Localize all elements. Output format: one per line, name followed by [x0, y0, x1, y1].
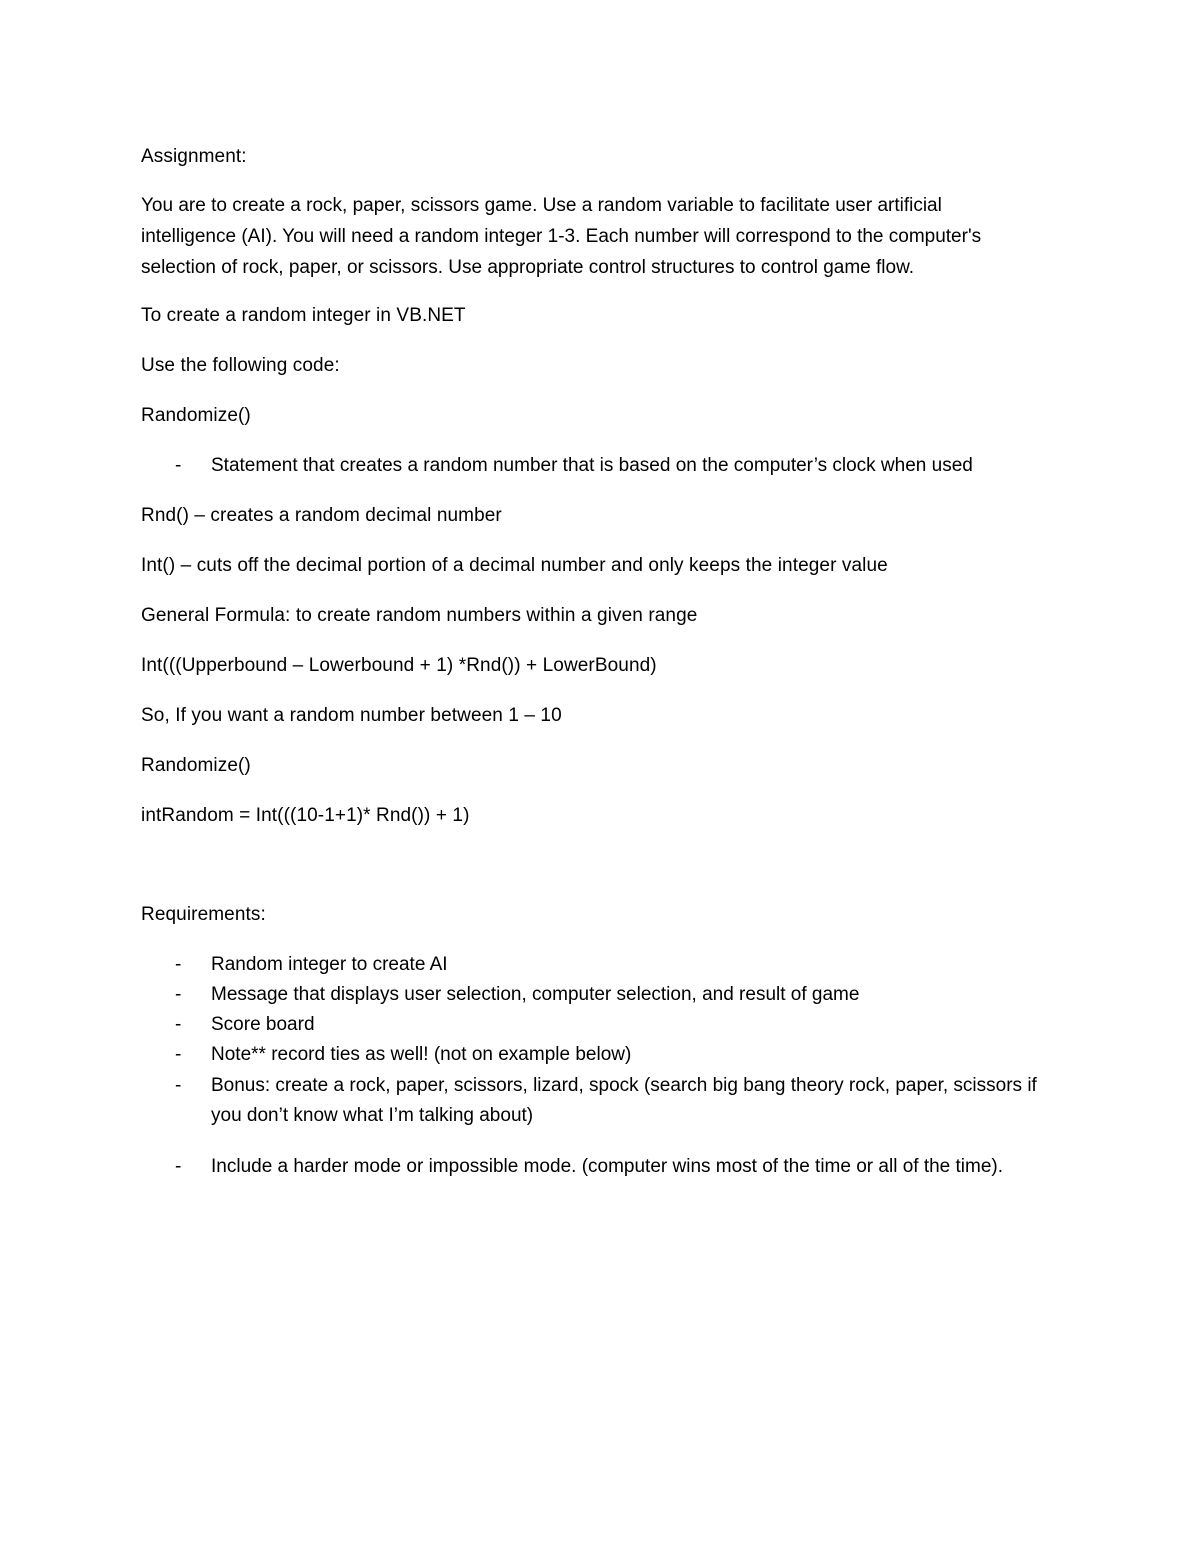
- bullet-dash: -: [175, 984, 182, 1005]
- intro-paragraph: [141, 190, 1021, 283]
- requirement-text-line: Bonus: create a rock, paper, scissors, lizard, spock (search big bang theory rock, paper, scissors if: [211, 1075, 1037, 1096]
- bullet-dash: -: [175, 1075, 182, 1096]
- assignment-heading: Assignment:: [141, 146, 247, 167]
- requirements-heading: Requirements:: [141, 904, 266, 925]
- intro-line: You are to create a rock, paper, scissors game. Use a random variable to facilitate user artificial: [141, 195, 942, 216]
- requirement-text: [211, 1071, 1037, 1131]
- example-intro-text: So, If you want a random number between 1 – 10: [141, 705, 562, 726]
- formula-code: Int(((Upperbound – Lowerbound + 1) *Rnd()) + LowerBound): [141, 655, 657, 676]
- requirement-text: Note** record ties as well! (not on example below): [211, 1044, 632, 1065]
- bullet-dash: -: [175, 1156, 182, 1177]
- requirement-text: Include a harder mode or impossible mode. (computer wins most of the time or all of the time).: [211, 1156, 1004, 1177]
- rnd-description: Rnd() – creates a random decimal number: [141, 505, 502, 526]
- example-code: intRandom = Int(((10-1+1)* Rnd()) + 1): [141, 805, 470, 826]
- randomize-code-2: Randomize(): [141, 755, 251, 776]
- bullet-dash: -: [175, 1044, 182, 1065]
- create-random-text: To create a random integer in VB.NET: [141, 305, 466, 326]
- randomize-code-1: Randomize(): [141, 405, 251, 426]
- bullet-dash: -: [175, 954, 182, 975]
- bullet-dash: -: [175, 1014, 182, 1035]
- requirement-text: Score board: [211, 1014, 315, 1035]
- int-description: Int() – cuts off the decimal portion of a decimal number and only keeps the integer value: [141, 555, 888, 576]
- use-following-text: Use the following code:: [141, 355, 340, 376]
- requirement-text: Random integer to create AI: [211, 954, 448, 975]
- bullet-dash: -: [175, 455, 182, 476]
- general-formula-text: General Formula: to create random numbers within a given range: [141, 605, 698, 626]
- requirement-text: Message that displays user selection, computer selection, and result of game: [211, 984, 860, 1005]
- randomize-note-text: Statement that creates a random number that is based on the computer’s clock when used: [211, 455, 973, 476]
- intro-line: intelligence (AI). You will need a random integer 1-3. Each number will correspond to the computer's: [141, 226, 982, 247]
- intro-line: selection of rock, paper, or scissors. Use appropriate control structures to control game flow.: [141, 257, 915, 278]
- requirement-text-line: you don’t know what I’m talking about): [211, 1105, 534, 1126]
